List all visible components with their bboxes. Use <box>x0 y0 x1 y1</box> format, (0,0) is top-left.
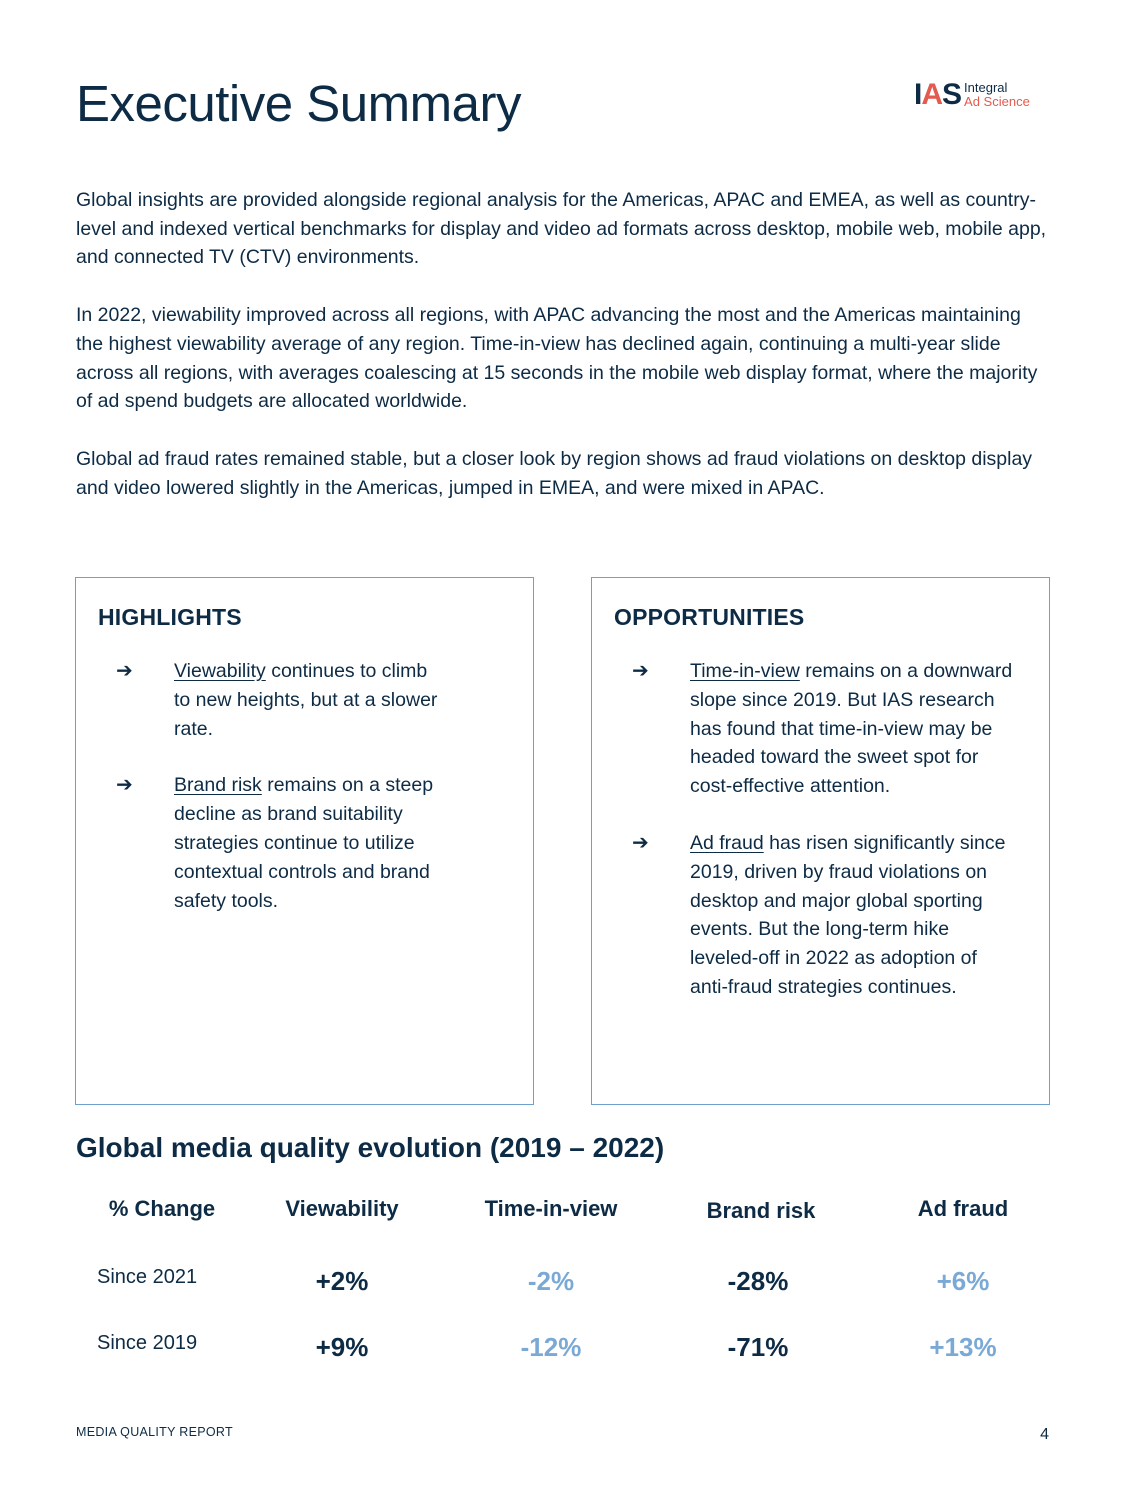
highlights-heading: HIGHLIGHTS <box>98 604 242 630</box>
ias-logo <box>914 80 1030 110</box>
footer-report-name: MEDIA QUALITY REPORT <box>76 1425 233 1439</box>
row-label: Since 2019 <box>97 1332 198 1354</box>
table-header-row <box>76 1190 1051 1256</box>
table-cell: +9% <box>315 1332 369 1362</box>
table-row <box>76 1322 1051 1388</box>
list-item: ➔ Brand risk remains on a steep decline as brand suitability strategies continue to utilize contextual controls and brand safety tools. <box>98 771 438 915</box>
column-header: Time-in-view <box>484 1196 618 1221</box>
evolution-table <box>76 1190 1051 1388</box>
table-cell: +13% <box>929 1332 997 1362</box>
highlights-card <box>75 577 534 1105</box>
table-cell: -2% <box>527 1266 575 1296</box>
table-cell: +6% <box>936 1266 990 1296</box>
column-header: % Change <box>108 1196 216 1221</box>
arrow-icon: ➔ <box>632 831 649 854</box>
table-cell: -12% <box>520 1332 582 1362</box>
table-cell: -71% <box>727 1332 789 1362</box>
opportunities-card <box>591 577 1050 1105</box>
opportunity-term-ad-fraud[interactable]: Ad fraud <box>690 831 764 854</box>
list-item: ➔ Ad fraud has risen significantly since 2019, driven by fraud violations on desktop and major global sporting events. But the long-term hike leveled-off in 2022 as adoption of anti-fraud strategies continues. <box>614 829 1014 1002</box>
table-cell: +2% <box>315 1266 369 1296</box>
intro-paragraph: Global insights are provided alongside regional analysis for the Americas, APAC and EMEA, as well as country-level and indexed vertical benchmarks for display and video ad formats across desktop, mobile web, mobile app, and connected TV (CTV) environments. <box>76 189 1047 269</box>
list-item: ➔ Viewability continues to climb to new heights, but at a slower rate. <box>98 657 438 743</box>
column-header: Viewability <box>285 1196 399 1221</box>
intro-paragraph: Global ad fraud rates remained stable, but a closer look by region shows ad fraud violations on desktop display and video lowered slightly in the Americas, jumped in EMEA, and were mixed in APAC. <box>76 447 1033 499</box>
arrow-icon: ➔ <box>116 774 133 797</box>
table-row <box>76 1256 1051 1322</box>
table-cell: -28% <box>727 1266 789 1296</box>
column-header: Ad fraud <box>917 1196 1009 1221</box>
highlight-term-brand-risk[interactable]: Brand risk <box>174 774 262 797</box>
highlight-term-viewability[interactable]: Viewability <box>174 660 266 682</box>
opportunities-heading: OPPORTUNITIES <box>614 604 805 630</box>
opportunities-list <box>614 657 1027 1002</box>
list-item: ➔ Time-in-view remains on a downward slope since 2019. But IAS research has found that time-in-view may be headed toward the sweet spot for cost-effective attention. <box>614 657 1014 801</box>
intro-paragraph: In 2022, viewability improved across all regions, with APAC advancing the most and the Americas maintaining the highest viewability average of any region. Time-in-view has declined again, continuing a multi-year slide across all regions, with averages coalescing at 15 seconds in the mobile web display format, where the majority of ad spend budgets are allocated worldwide. <box>76 304 1038 413</box>
column-header: Brand risk <box>706 1198 816 1223</box>
highlights-list <box>98 657 511 915</box>
page-title: Executive Summary <box>76 75 521 132</box>
intro-text <box>76 186 1051 531</box>
evolution-title: Global media quality evolution (2019 – 2022) <box>76 1132 665 1163</box>
row-label: Since 2021 <box>97 1266 198 1288</box>
page-number: 4 <box>1040 1426 1049 1443</box>
arrow-icon: ➔ <box>632 660 649 682</box>
opportunity-term-time-in-view[interactable]: Time-in-view <box>690 660 800 682</box>
arrow-icon: ➔ <box>116 660 133 682</box>
logo-wordmark: Integral Ad Science <box>964 80 1030 109</box>
logo-mark: IAS <box>914 78 962 111</box>
